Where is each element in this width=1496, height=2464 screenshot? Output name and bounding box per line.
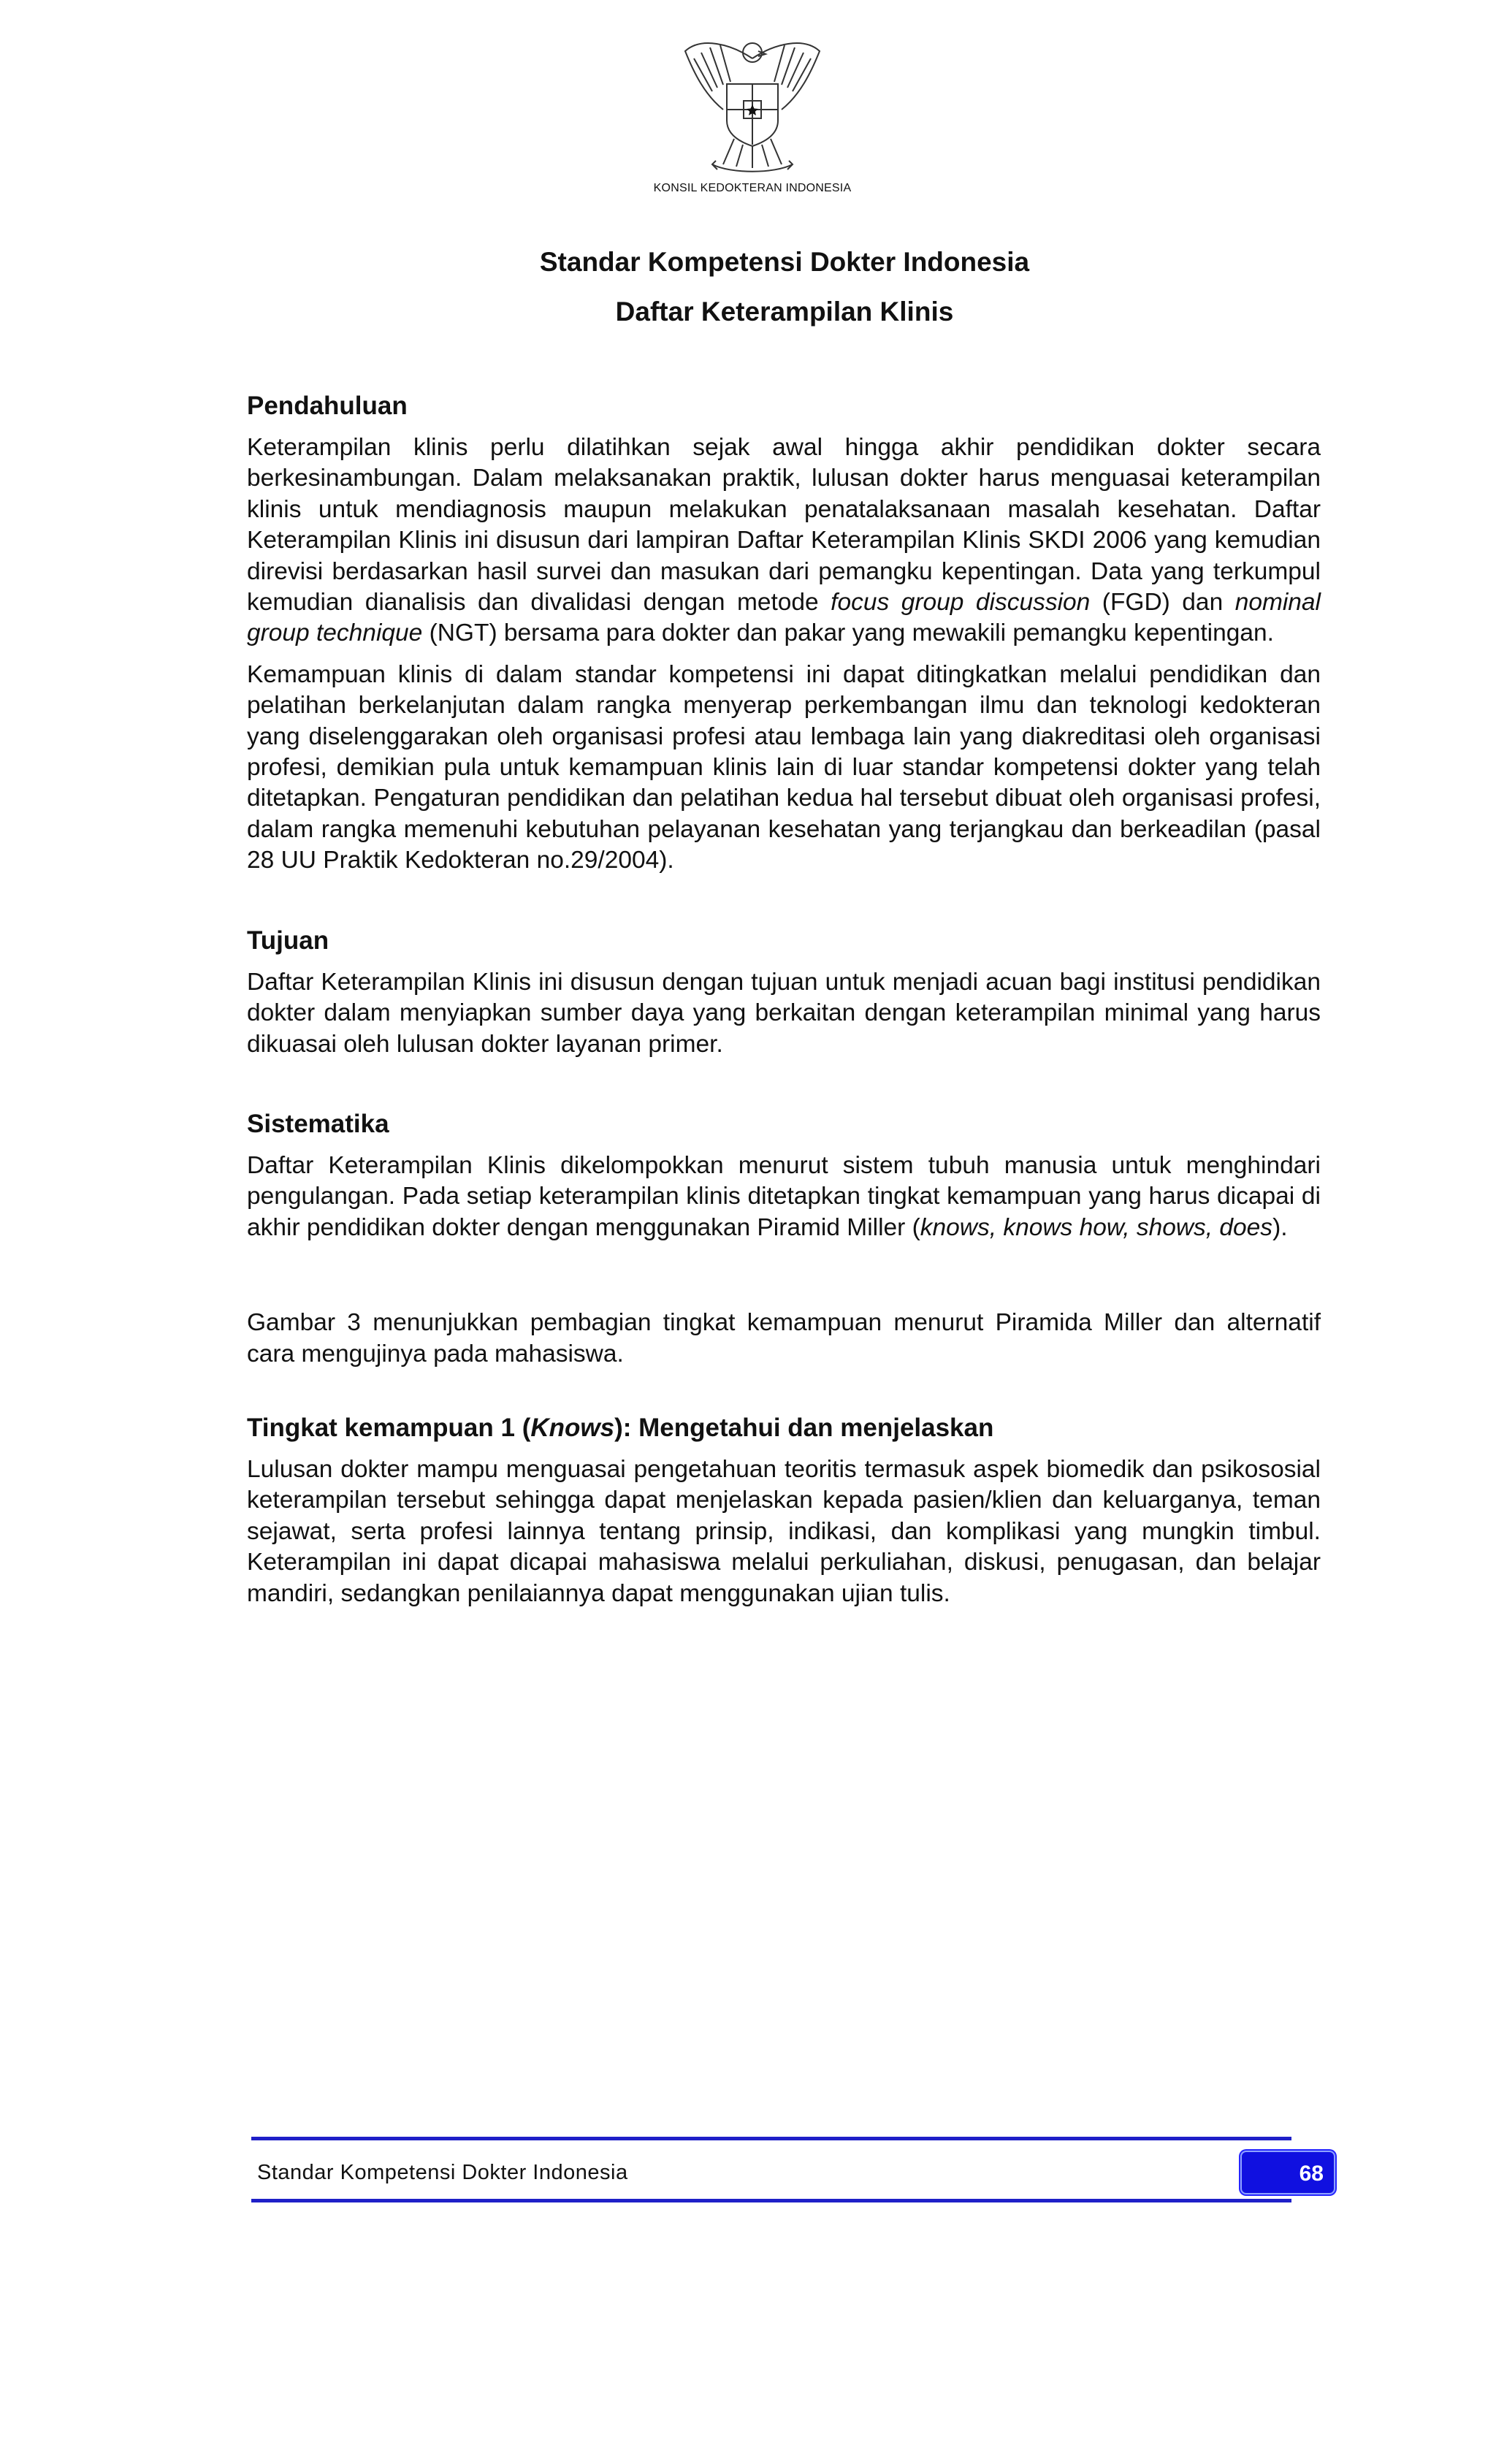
page-number-badge: 68 — [1240, 2151, 1335, 2194]
document-subtitle: Daftar Keterampilan Klinis — [615, 297, 954, 327]
italic-term: focus group discussion — [831, 589, 1091, 617]
paragraph-sistematika-1 — [247, 1151, 1321, 1243]
italic-term: Knows — [530, 1413, 615, 1442]
paragraph-sistematika-2: Gambar 3 menunjukkan pembagian tingkat kemampuan menurut Piramida Miller dan alternatif cara mengujinya pada mahasiswa. — [247, 1309, 1321, 1368]
section-heading-sistematika: Sistematika — [247, 1109, 389, 1138]
section-heading-pendahuluan: Pendahuluan — [247, 392, 408, 420]
italic-term: knows, knows how, shows, does — [920, 1213, 1273, 1241]
footer-rule-bottom — [251, 2199, 1291, 2202]
text-run: (NGT) bersama para dokter dan pakar yang mewakili pemangku kepentingan. — [422, 619, 1274, 647]
spacer — [247, 1243, 1321, 1297]
section-heading-tujuan: Tujuan — [247, 926, 329, 955]
section-heading-tingkat-1 — [247, 1412, 1321, 1444]
heading-run: Tingkat kemampuan 1 ( — [247, 1413, 531, 1442]
text-run: Keterampilan klinis perlu dilatihkan sejak awal hingga akhir pendidikan dokter secara berkesinambungan. Dalam melaksanakan praktik, lulusan dokter harus menguasai keterampilan klinis untuk mendiagnosis maupun melakukan penatalaksanaan masalah kesehatan. Daftar Keterampilan Klinis ini disusun dari lampiran Daftar Keterampilan Klinis SKDI 2006 yang kemudian direvisi berdasarkan hasil survei dan masukan dari pemangku kepentingan. Data yang terkumpul kemudian dianalisis dan divalidasi dengan metode — [247, 434, 1321, 617]
spacer — [247, 1060, 1321, 1108]
organization-name: KONSIL KEDOKTERAN INDONESIA — [653, 182, 852, 194]
paragraph-pendahuluan-1 — [247, 432, 1321, 649]
paragraph-tujuan-1: Daftar Keterampilan Klinis ini disusun dengan tujuan untuk menjadi acuan bagi institusi pendidikan dokter dalam menyiapkan sumber daya yang berkaitan dengan keterampilan minimal yang harus dikuasai oleh lulusan dokter layanan primer. — [247, 968, 1321, 1058]
footer-title: Standar Kompetensi Dokter Indonesia — [257, 2161, 628, 2184]
italic-term: nominal group technique — [247, 589, 1321, 647]
heading-run: ): Mengetahui dan menjelaskan — [614, 1413, 994, 1442]
header-emblem-block — [643, 29, 862, 205]
paragraph-tingkat-1: Lulusan dokter mampu menguasai pengetahuan teoritis termasuk aspek biomedik dan psikososial keterampilan tersebut sehingga dapat menjelaskan kepada pasien/klien dan keluarganya, teman sejawat, serta profesi lainnya tentang prinsip, indikasi, dan komplikasi yang mungkin timbul. Keterampilan ini dapat dicapai mahasiswa melalui perkuliahan, diskusi, penugasan, dan belajar mandiri, sedangkan penilaiannya dapat menggunakan ujian tulis. — [247, 1455, 1321, 1607]
footer-rule-top — [251, 2137, 1291, 2140]
paragraph-pendahuluan-2: Kemampuan klinis di dalam standar kompetensi ini dapat ditingkatkan melalui pendidikan dan pelatihan berkelanjutan dalam rangka menyerap perkembangan ilmu dan teknologi kedokteran yang diselenggarakan oleh organisasi profesi atau lembaga lain yang diakreditasi oleh organisasi profesi, demikian pula untuk kemampuan klinis lain di luar standar kompetensi dokter yang telah ditetapkan. Pengaturan pendidikan dan pelatihan kedua hal tersebut dibuat oleh organisasi profesi, dalam rangka memenuhi kebutuhan pelayanan kesehatan yang terjangkau dan berkeadilan (pasal 28 UU Praktik Kedokteran no.29/2004). — [247, 660, 1321, 874]
text-run: ). — [1272, 1213, 1288, 1241]
garuda-emblem-icon — [672, 29, 833, 179]
text-run: Daftar Keterampilan Klinis dikelompokkan menurut sistem tubuh manusia untuk menghindari pengulangan. Pada setiap keterampilan klinis ditetapkan tingkat kemampuan yang harus dicapai di akhir pendidikan dokter dengan menggunakan Piramid Miller ( — [247, 1151, 1321, 1241]
main-content — [247, 390, 1321, 1609]
document-title: Standar Kompetensi Dokter Indonesia — [539, 247, 1030, 277]
spacer — [247, 877, 1321, 925]
spacer — [247, 1370, 1321, 1412]
text-run: (FGD) dan — [1090, 589, 1235, 617]
